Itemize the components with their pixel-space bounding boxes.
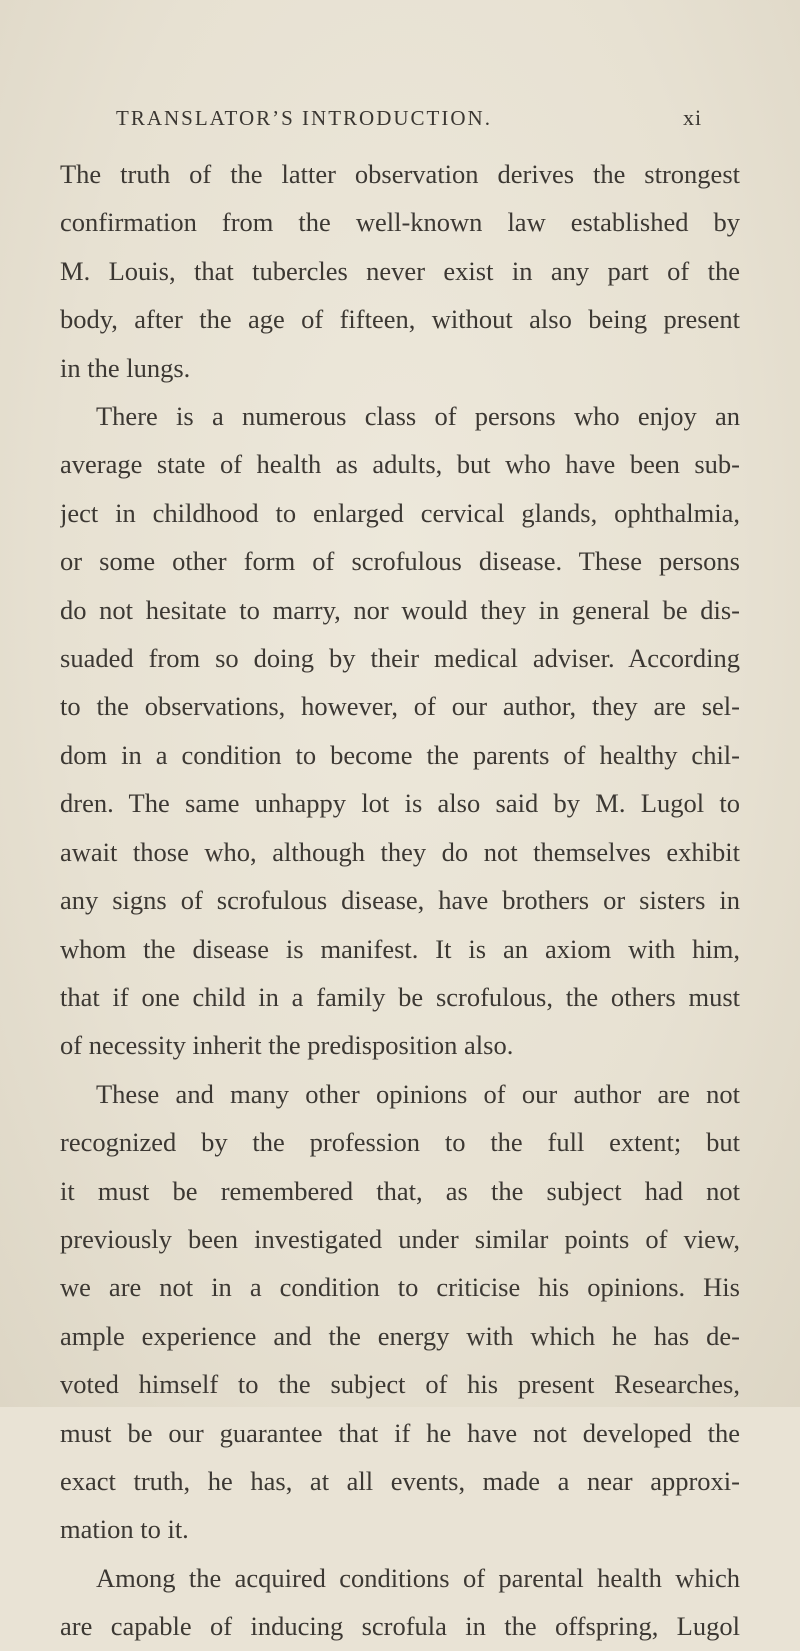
page-number: xi bbox=[683, 105, 703, 130]
text-line: dren. The same unhappy lot is also said by M. Lugol to bbox=[60, 788, 740, 819]
text-line: There is a numerous class of persons who enjoy an bbox=[96, 401, 740, 432]
text-line: do not hesitate to marry, nor would they in general be dis- bbox=[60, 594, 740, 625]
paragraph-2 bbox=[60, 392, 740, 1070]
text-line: or some other form of scrofulous disease. These persons bbox=[60, 546, 740, 577]
text-line: recognized by the profession to the full extent; but bbox=[60, 1127, 740, 1158]
text-line: ject in childhood to enlarged cervical glands, ophthalmia, bbox=[60, 497, 740, 528]
paragraph-1 bbox=[60, 150, 740, 392]
text-line: voted himself to the subject of his present Researches, bbox=[60, 1369, 740, 1400]
text-line: that if one child in a family be scrofulous, the others must bbox=[60, 981, 740, 1012]
text-line: any signs of scrofulous disease, have brothers or sisters in bbox=[60, 885, 740, 916]
text-line: The truth of the latter observation derives the strongest bbox=[60, 159, 740, 189]
text-line: of necessity inherit the predisposition also. bbox=[60, 1030, 514, 1061]
body-text bbox=[60, 150, 740, 1651]
text-line: await those who, although they do not themselves exhibit bbox=[60, 836, 740, 867]
text-line: ample experience and the energy with which he has de- bbox=[60, 1320, 740, 1351]
text-line: M. Louis, that tubercles never exist in any part of the bbox=[60, 255, 740, 286]
text-line: Among the acquired conditions of parental health which bbox=[96, 1562, 740, 1593]
text-line: dom in a condition to become the parents of healthy chil- bbox=[60, 739, 740, 770]
text-line: to the observations, however, of our author, they are sel- bbox=[60, 691, 740, 722]
running-title: TRANSLATOR’S INTRODUCTION. bbox=[116, 106, 492, 130]
text-line: exact truth, he has, at all events, made a near approxi- bbox=[60, 1465, 740, 1496]
paragraph-4 bbox=[60, 1554, 740, 1651]
paragraph-3 bbox=[60, 1070, 740, 1554]
text-line: previously been investigated under similar points of view, bbox=[60, 1223, 740, 1254]
text-line: confirmation from the well-known law established by bbox=[60, 207, 740, 238]
text-line: average state of health as adults, but who have been sub- bbox=[60, 449, 740, 480]
text-line: must be our guarantee that if he have not developed the bbox=[60, 1417, 740, 1448]
text-line: we are not in a condition to criticise his opinions. His bbox=[60, 1272, 740, 1303]
text-line: These and many other opinions of our author are not bbox=[96, 1078, 740, 1109]
text-line: in the lungs. bbox=[60, 352, 191, 383]
text-line: suaded from so doing by their medical adviser. According bbox=[60, 643, 740, 674]
text-line: mation to it. bbox=[60, 1514, 189, 1545]
text-line: are capable of inducing scrofula in the offspring, Lugol bbox=[60, 1611, 740, 1642]
text-line: body, after the age of fifteen, without also being present bbox=[60, 304, 740, 335]
text-line: whom the disease is manifest. It is an axiom with him, bbox=[60, 933, 740, 964]
text-line: it must be remembered that, as the subject had not bbox=[60, 1175, 740, 1206]
